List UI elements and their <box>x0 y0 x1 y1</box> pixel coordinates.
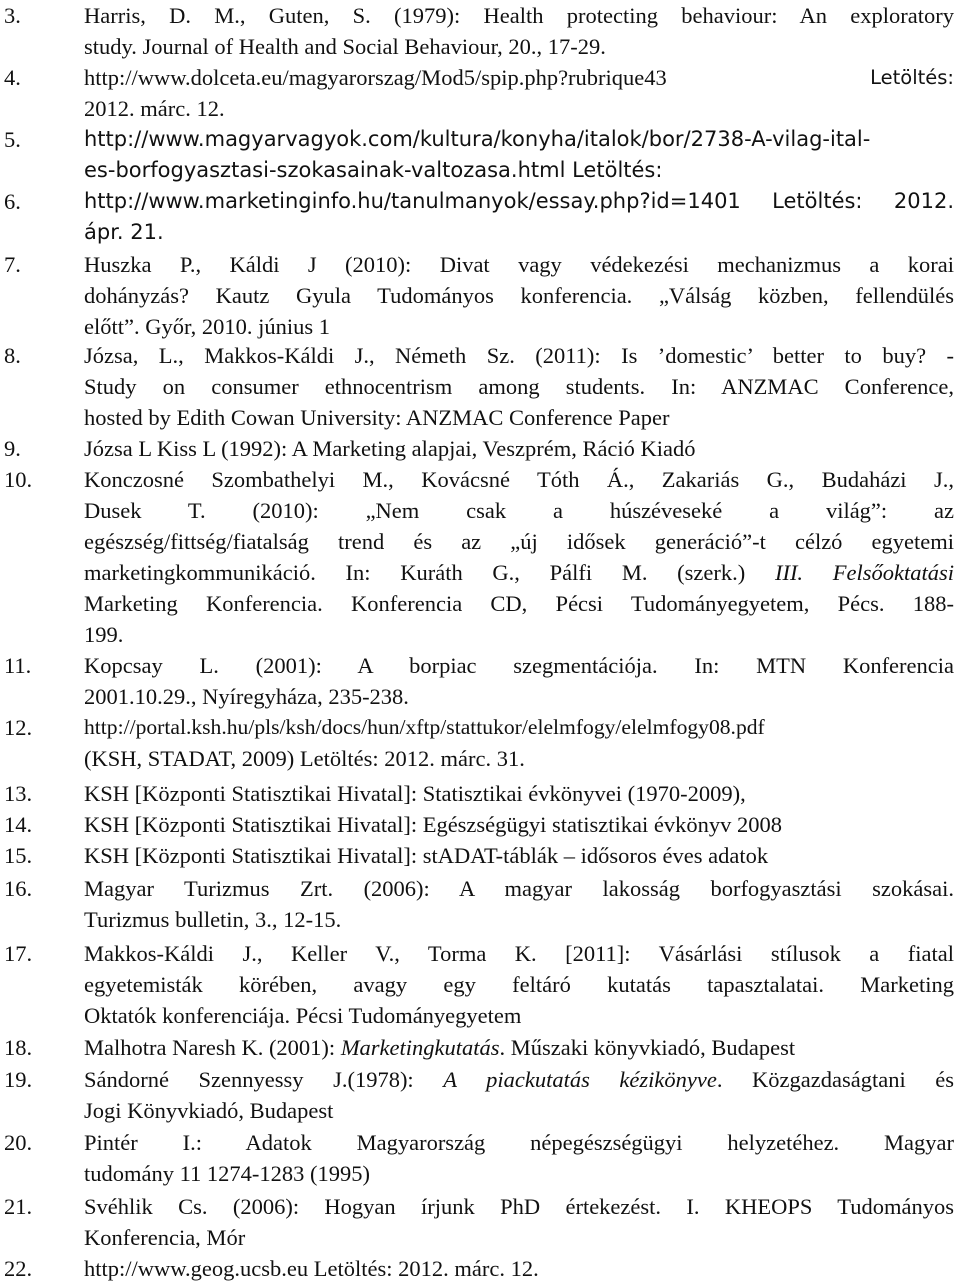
reference-number: 10. <box>4 467 33 492</box>
reference-number: 13. <box>4 781 33 806</box>
reference-number: 19. <box>4 1067 33 1092</box>
reference-url-link[interactable]: http://www.marketinginfo.hu/tanulmanyok/essay.php?id=1401 Letöltés: 2012. <box>84 189 954 213</box>
reference-text-line: Konczosné Szombathelyi M., Kovácsné Tóth Á., Zakariás G., Budaházi J., <box>84 467 954 492</box>
reference-number: 4. <box>4 65 21 90</box>
reference-text-line: Konferencia, Mór <box>84 1225 246 1250</box>
reference-url-link[interactable]: http://www.dolceta.eu/magyarorszag/Mod5/spip.php?rubrique43 <box>84 65 667 90</box>
reference-text-line: 2001.10.29., Nyíregyháza, 235-238. <box>84 684 409 709</box>
reference-text-line: KSH [Központi Statisztikai Hivatal]: Egészségügyi statisztikai évkönyv 2008 <box>84 812 783 837</box>
reference-text-line: Magyar Turizmus Zrt. (2006): A magyar lakosság borfogyasztási szokásai. <box>84 876 954 901</box>
reference-number: 6. <box>4 189 21 214</box>
reference-number: 21. <box>4 1194 33 1219</box>
reference-text-line: KSH [Központi Statisztikai Hivatal]: Statisztikai évkönyvei (1970-2009), <box>84 781 746 806</box>
reference-text-line: Turizmus bulletin, 3., 12-15. <box>84 907 342 932</box>
reference-text-line: előtt”. Győr, 2010. június 1 <box>84 314 330 339</box>
reference-text-line: ápr. 21. <box>84 220 164 244</box>
reference-text-line: Pintér I.: Adatok Magyarország népegészségügyi helyzetéhez. Magyar <box>84 1130 954 1155</box>
reference-number: 17. <box>4 941 33 966</box>
reference-text-line: 199. <box>84 622 124 647</box>
reference-text-line: Kopcsay L. (2001): A borpiac szegmentációja. In: MTN Konferencia <box>84 653 954 678</box>
reference-text-line: es-borfogyasztasi-szokasainak-valtozasa.html Letöltés: <box>84 158 663 182</box>
reference-text-line: Makkos-Káldi J., Keller V., Torma K. [2011]: Vásárlási stílusok a fiatal <box>84 941 954 966</box>
reference-text-line: 2012. márc. 12. <box>84 96 225 121</box>
reference-text-line: http://www.dolceta.eu/magyarorszag/Mod5/spip.php?rubrique43 Letöltés: <box>84 65 954 90</box>
reference-text-line: dohányzás? Kautz Gyula Tudományos konferencia. „Válság közben, fellendülés <box>84 283 954 308</box>
reference-text-line: KSH [Központi Statisztikai Hivatal]: stADAT-táblák – idősoros éves adatok <box>84 843 769 868</box>
reference-number: 22. <box>4 1256 33 1281</box>
reference-text-line: Harris, D. M., Guten, S. (1979): Health protecting behaviour: An exploratory <box>84 3 954 28</box>
reference-number: 5. <box>4 127 21 152</box>
reference-text-line: Svéhlik Cs. (2006): Hogyan írjunk PhD értekezést. I. KHEOPS Tudományos <box>84 1194 954 1219</box>
reference-number: 12. <box>4 715 33 740</box>
reference-number: 18. <box>4 1035 33 1060</box>
reference-text-line: Jogi Könyvkiadó, Budapest <box>84 1098 334 1123</box>
reference-number: 9. <box>4 436 21 461</box>
reference-number: 3. <box>4 3 21 28</box>
reference-text-line: Huszka P., Káldi J (2010): Divat vagy védekezési mechanizmus a korai <box>84 252 954 277</box>
reference-number: 11. <box>4 653 32 678</box>
reference-text-line: study. Journal of Health and Social Behaviour, 20., 17-29. <box>84 34 606 59</box>
reference-text-line: marketingkommunikáció. In: Kuráth G., Pálfi M. (szerk.) III. Felsőoktatási <box>84 560 954 585</box>
reference-number: 20. <box>4 1130 33 1155</box>
reference-number: 7. <box>4 252 21 277</box>
reference-text-line: Sándorné Szennyessy J.(1978): A piackutatás kézikönyve. Közgazdaságtani és <box>84 1067 954 1092</box>
reference-text-line: (KSH, STADAT, 2009) Letöltés: 2012. márc. 31. <box>84 746 525 771</box>
reference-number: 16. <box>4 876 33 901</box>
reference-text-line: Study on consumer ethnocentrism among students. In: ANZMAC Conference, <box>84 374 954 399</box>
reference-text-line: http://www.geog.ucsb.eu Letöltés: 2012. márc. 12. <box>84 1256 539 1281</box>
reference-text-line: Józsa L Kiss L (1992): A Marketing alapjai, Veszprém, Ráció Kiadó <box>84 436 696 461</box>
reference-number: 15. <box>4 843 33 868</box>
reference-text-line: Oktatók konferenciája. Pécsi Tudományegyetem <box>84 1003 522 1028</box>
reference-number: 8. <box>4 343 21 368</box>
reference-text-line: egészség/fittség/fiatalság trend és az „új idősek generáció”-t célzó egyetemi <box>84 529 954 554</box>
reference-text-line: egyetemisták körében, avagy egy feltáró kutatás tapasztalatai. Marketing <box>84 972 954 997</box>
reference-text-line: tudomány 11 1274-1283 (1995) <box>84 1161 371 1186</box>
reference-url-link[interactable]: http://www.magyarvagyok.com/kultura/konyha/italok/bor/2738-A-vilag-ital- <box>84 127 871 151</box>
reference-number: 14. <box>4 812 33 837</box>
reference-text-line: Dusek T. (2010): „Nem csak a húszéveseké a világ”: az <box>84 498 954 523</box>
reference-text-line: Marketing Konferencia. Konferencia CD, Pécsi Tudományegyetem, Pécs. 188- <box>84 591 954 616</box>
reference-text-line: Malhotra Naresh K. (2001): Marketingkutatás. Műszaki könyvkiadó, Budapest <box>84 1035 796 1060</box>
reference-text-line: hosted by Edith Cowan University: ANZMAC Conference Paper <box>84 405 670 430</box>
reference-text-line: Józsa, L., Makkos-Káldi J., Németh Sz. (2011): Is ’domestic’ better to buy? - <box>84 343 954 368</box>
reference-url-link[interactable]: http://portal.ksh.hu/pls/ksh/docs/hun/xftp/stattukor/elelmfogy/elelmfogy08.pdf <box>84 715 765 739</box>
